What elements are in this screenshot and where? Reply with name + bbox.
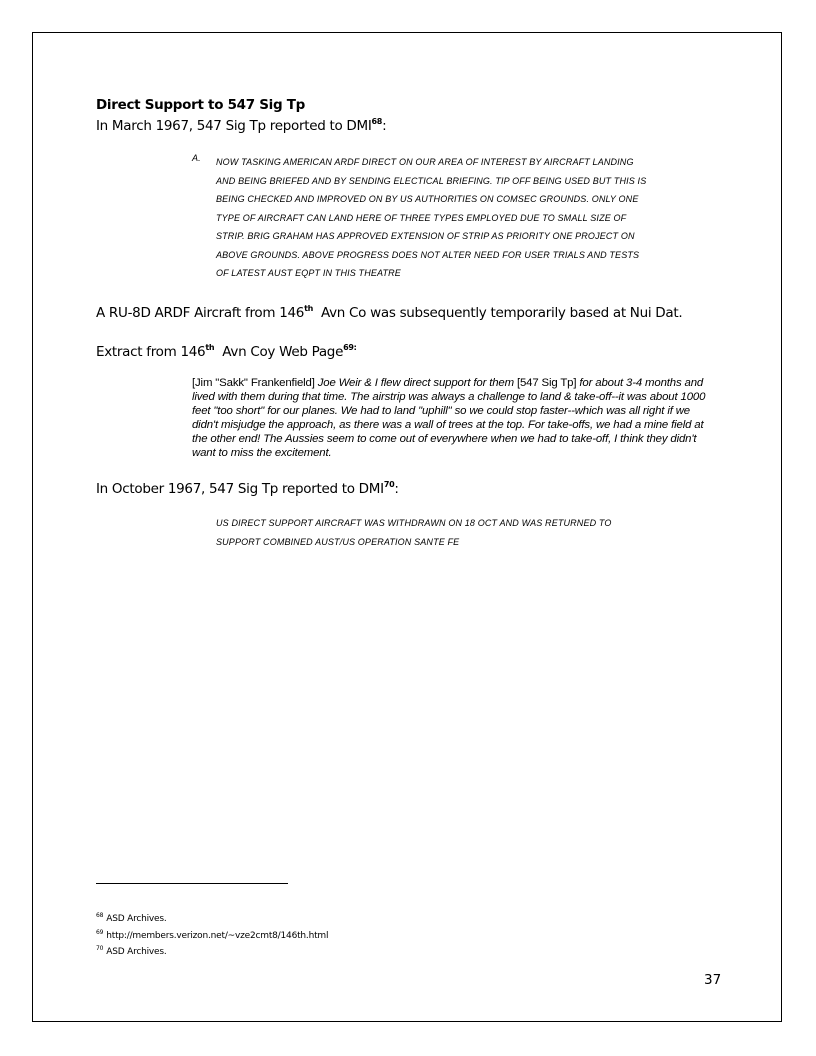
footnote-separator [96,883,288,884]
intro-suffix: : [382,118,387,134]
footnote-ref-69[interactable]: 69 [343,343,354,352]
quote-line: BEING CHECKED AND IMPROVED ON BY US AUTHORITIES ON COMSEC GROUNDS. ONLY ONE [216,194,639,204]
ordinal-suffix: th [205,343,215,352]
footnote-70 [96,945,167,957]
list-marker: A. [192,153,201,163]
quote-block-frankenfield [192,376,712,460]
footnote-ref-68[interactable]: 68 [371,117,383,126]
october-text: In October 1967, 547 Sig Tp reported to DMI [96,481,384,497]
extract-text: Extract from 146 [96,344,206,360]
quote-line: AND BEING BRIEFED AND BY SENDING ELECTICAL BRIEFING. TIP OFF BEING USED BUT THIS IS [216,175,647,186]
footnote-ref-70[interactable]: 70 [383,480,395,489]
october-suffix: : [394,481,399,497]
intro-text: In March 1967, 547 Sig Tp reported to DMI [96,118,372,134]
footnote-text: ASD Archives. [106,914,167,924]
quote-bracket: [547 Sig Tp] [516,377,577,389]
quote-line: SUPPORT COMBINED AUST/US OPERATION SANTE FE [216,536,460,547]
intro-paragraph [96,117,386,134]
quote-line: TYPE OF AIRCRAFT CAN LAND HERE OF THREE TYPES EMPLOYED DUE TO SMALL SIZE OF [216,212,627,223]
ru8d-text-end: Avn Co was subsequently temporarily based at Nui Dat. [312,305,683,321]
quote-speaker: [Jim "Sakk" Frankenfield] [192,377,315,389]
ordinal-suffix: th [304,304,313,313]
quote-block-october [216,514,716,551]
section-title: Direct Support to 547 Sig Tp [96,97,306,113]
quote-block-march [192,153,722,283]
extract-paragraph [96,343,357,360]
footnote-link[interactable]: http://members.verizon.net/~vze2cmt8/146th.html [106,931,329,941]
page-number: 37 [704,972,722,988]
extract-text-end: Avn Coy Web Page [214,344,344,360]
quote-line: US DIRECT SUPPORT AIRCRAFT WAS WITHDRAWN ON 18 OCT AND WAS RETURNED TO [216,518,612,528]
footnote-69 [96,929,328,941]
footnote-number: 69 [96,929,104,936]
footnote-68 [96,912,167,924]
quote-line: NOW TASKING AMERICAN ARDF DIRECT ON OUR AREA OF INTEREST BY AIRCRAFT LANDING [216,157,634,167]
ru8d-text: A RU-8D ARDF Aircraft from 146 [96,305,305,321]
footnote-number: 70 [96,945,104,952]
extract-suffix: : [353,343,357,352]
quote-line: OF LATEST AUST EQPT IN THIS THEATRE [216,268,401,278]
ru8d-paragraph [96,304,682,321]
quote-line: ABOVE GROUNDS. ABOVE PROGRESS DOES NOT ALTER NEED FOR USER TRIALS AND TESTS [216,249,640,260]
october-paragraph [96,480,399,497]
quote-text: for about 3-4 months and lived with them during that time. The airstrip was always a challenge to land & take-off--it was about 1000 feet "too short" for our planes. We had to land "uphill" so we could stop faster--which was all right if we didn't misjudge the approach, as there was a wall of trees at the top. For take-offs, we had a mine field at the other end! The Aussies seem to come out of everywhere when we had to take-off, I think they didn't want to miss the excitement. [192,377,706,459]
quote-line: STRIP. BRIG GRAHAM HAS APPROVED EXTENSION OF STRIP AS PRIORITY ONE PROJECT ON [216,231,635,241]
quote-text: Joe Weir & I flew direct support for them [314,377,517,389]
footnote-text: ASD Archives. [106,947,167,957]
footnote-number: 68 [96,912,104,919]
